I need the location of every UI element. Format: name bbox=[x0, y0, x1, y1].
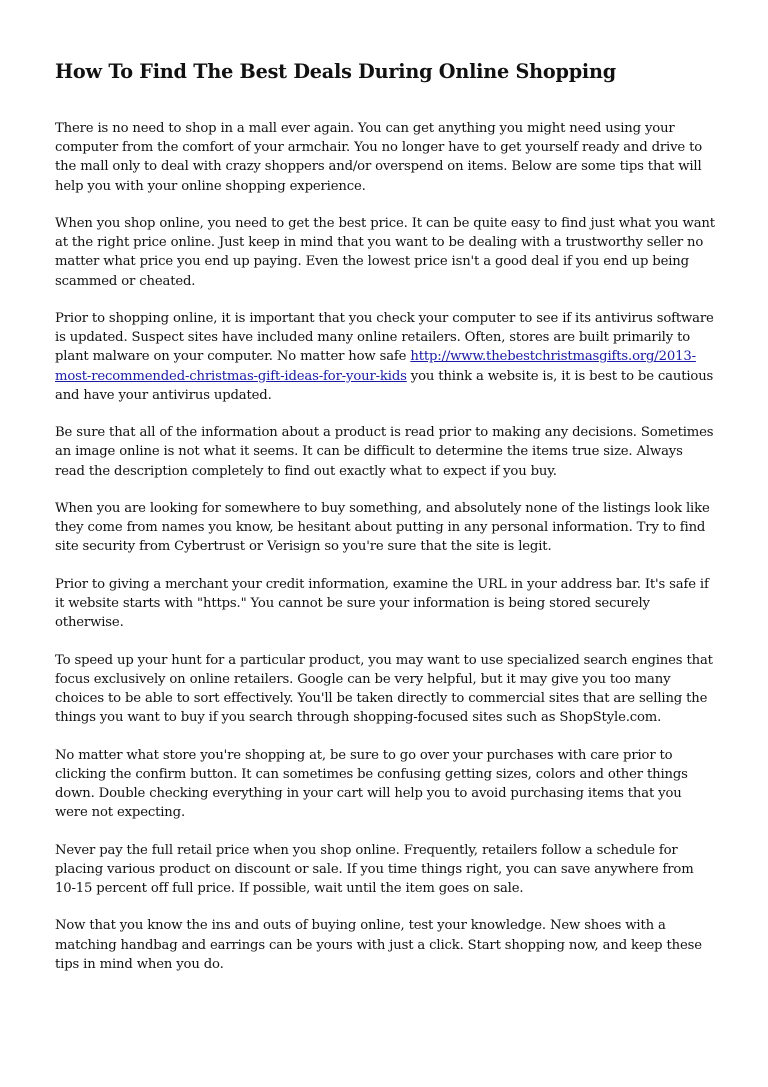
paragraph-intro: There is no need to shop in a mall ever again. You can get anything you might need using your computer from the comfort of your armchair. You no longer have to get yourself ready and drive to the mall only to deal with crazy shoppers and/or overspend on items. Below are some tips that will help you with your online shopping experience. bbox=[55, 121, 703, 194]
document-title: How To Find The Best Deals During Online Shopping bbox=[55, 60, 616, 83]
christmas-gifts-link[interactable]: http://www.thebestchristmasgifts.org/2013-most-recommended-christmas-gift-ideas-for-your-kids bbox=[55, 349, 696, 384]
paragraph-antivirus bbox=[55, 309, 715, 405]
paragraph-retail-price: Never pay the full retail price when you shop online. Frequently, retailers follow a schedule for placing various product on discount or sale. If you time things right, you can save anywhere from 10-15 percent off full price. If possible, wait until the item goes on sale. bbox=[55, 842, 694, 896]
paragraph-best-price: When you shop online, you need to get the best price. It can be quite easy to find just what you want at the right price online. Just keep in mind that you want to be dealing with a trustworthy seller no matter what price you end up paying. Even the lowest price isn't a good deal if you end up being scammed or cheated. bbox=[55, 216, 715, 289]
paragraph-site-security: When you are looking for somewhere to buy something, and absolutely none of the listings look like they come from names you know, be hesitant about putting in any personal information. Try to find site security from Cybertrust or Verisign so you're sure that the site is legit. bbox=[55, 501, 710, 555]
paragraph-review-purchases: No matter what store you're shopping at, be sure to go over your purchases with care prior to clicking the confirm button. It can sometimes be confusing getting sizes, colors and other things down. Double checking everything in your cart will help you to avoid purchasing items that you were not expecting. bbox=[55, 747, 688, 821]
document-page bbox=[55, 58, 715, 992]
paragraph-url-check: Prior to giving a merchant your credit information, examine the URL in your address bar. It's safe if it website starts with "https." You cannot be sure your information is being stored securely otherwise. bbox=[55, 576, 709, 631]
paragraph-product-info: Be sure that all of the information about a product is read prior to making any decisions. Sometimes an image online is not what it seems. It can be difficult to determine the items true size. Always read the description completely to find out exactly what to expect if you buy. bbox=[55, 425, 714, 479]
paragraph-search-engines: To speed up your hunt for a particular product, you may want to use specialized search engines that focus exclusively on online retailers. Google can be very helpful, but it may give you too many choices to be able to sort effectively. You'll be taken directly to commercial sites that are selling the things you want to buy if you search through shopping-focused sites such as ShopStyle.com. bbox=[55, 652, 713, 726]
paragraph-antivirus-text-after: you think a website is, it is best to be cautious and have your antivirus updated. bbox=[55, 368, 714, 403]
paragraph-antivirus-text-before: Prior to shopping online, it is important that you check your computer to see if its antivirus software is updated. Suspect sites have included many online retailers. Often, stores are built primarily to plant malware on your computer. No matter how safe bbox=[55, 311, 714, 365]
paragraph-conclusion: Now that you know the ins and outs of buying online, test your knowledge. New shoes with a matching handbag and earrings can be yours with just a click. Start shopping now, and keep these tips in mind when you do. bbox=[55, 918, 702, 972]
